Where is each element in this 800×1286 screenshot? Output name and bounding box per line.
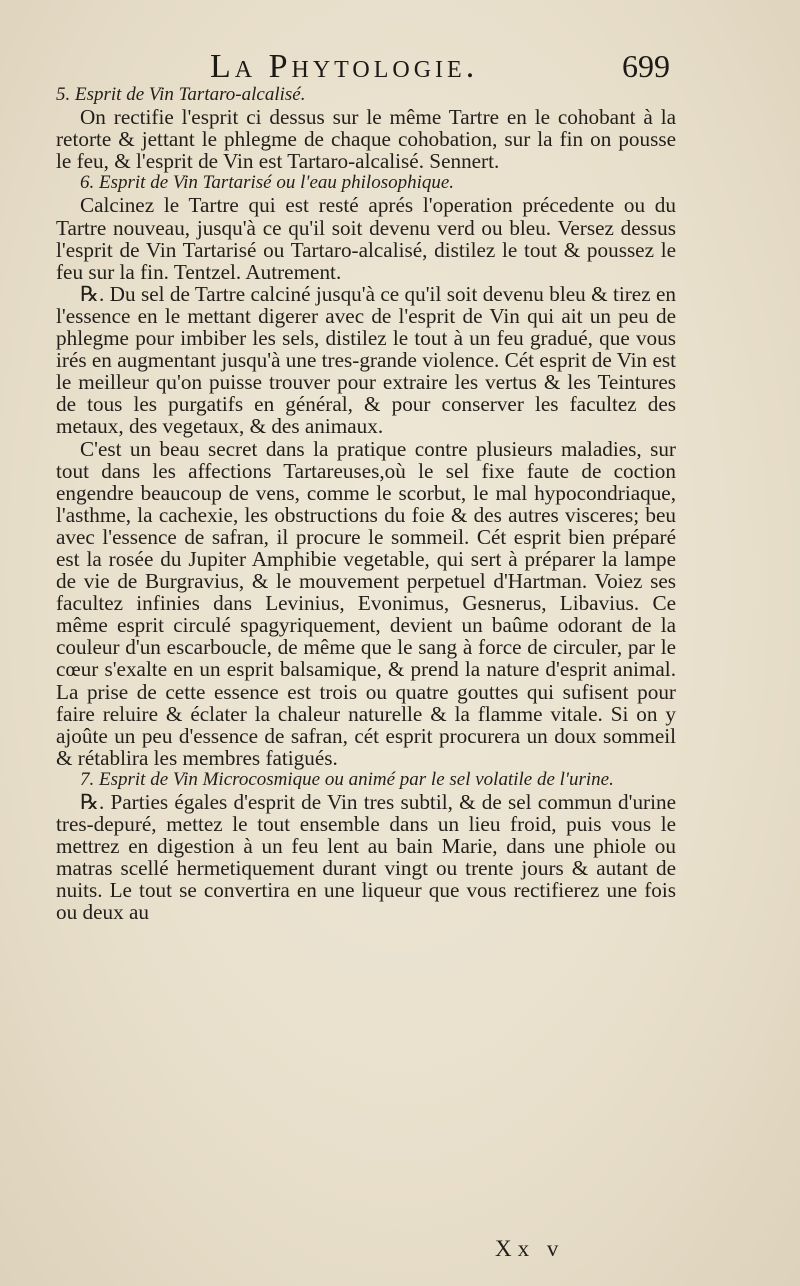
- paragraph: ℞. Du sel de Tartre calciné jusqu'à ce qu'il soit devenu bleu & tirez en l'essence en le mettant digerer avec de l'esprit de Vin qui ait un peu de phlegme pour imbiber les sels, distilez le tout à un feu gradué, que vous irés en augmentant jusqu'à une tres-grande violence. Cét esprit de Vin est le meilleur qu'on puisse trouver pour extraire les vertus & les Teintures de tous les purgatifs en général, & pour conserver les facultez des metaux, des vegetaux, & des animaux.: [56, 281, 676, 439]
- page-header: [60, 48, 700, 88]
- page-number: 699: [622, 48, 670, 84]
- signature-mark: Xx v: [495, 1236, 565, 1261]
- paragraph: Calcinez le Tartre qui est resté aprés l'operation précedente ou du Tartre nouveau, jusqu'à ce qu'il soit devenu verd ou bleu. Versez dessus l'esprit de Vin Tartarisé ou Tartaro-alcalisé, distilez le tout & poussez le feu sur la fin. Tentzel. Autrement.: [56, 193, 676, 284]
- section-heading: 6. Esprit de Vin Tartarisé ou l'eau philosophique.: [80, 172, 455, 194]
- paragraph: ℞. Parties égales d'esprit de Vin tres subtil, & de sel commun d'urine tres-depuré, mettez le tout ensemble dans un lieu froid, puis vous le mettrez en digestion à un feu lent au bain Marie, dans une phiole ou matras scellé hermetiquement durant vingt ou trente jours & autant de nuits. Le tout se convertira en une liqueur que vous rectifierez une fois ou deux au: [56, 790, 676, 925]
- main-text: [56, 84, 676, 924]
- paragraph: On rectifie l'esprit ci dessus sur le même Tartre en le cohobant à la retorte & jettant le phlegme de chaque cohobation, sur la fin on pousse le feu, & l'esprit de Vin est Tartaro-alcalisé. Sennert.: [56, 105, 676, 174]
- running-title: La Phytologie.: [210, 48, 479, 85]
- paragraph: C'est un beau secret dans la pratique contre plusieurs maladies, sur tout dans les affections Tartareuses,où le sel fixe faute de coction engendre beaucoup de vens, comme le scorbut, le mal hypocondriaque, l'asthme, la cachexie, les obstructions du foie & des autres visceres; beu avec l'essence de safran, il procure le sommeil. Cét esprit bien préparé est la rosée du Jupiter Amphibie vegetable, qui sert à préparer la lampe de vie de Burgravius, & le mouvement perpetuel d'Hartman. Voiez ses facultez infinies dans Levinius, Evonimus, Gesnerus, Libavius. Ce même esprit circulé spagyriquement, devient un baûme odorant de la couleur d'un escarboucle, de même que le sang à force de circuler, par le cœur s'exalte en un esprit balsamique, & prend la nature d'esprit animal. La prise de cette essence est trois ou quatre gouttes qui sufisent pour faire reluire & éclater la chaleur naturelle & la flamme vitale. Si on y ajoûte un peu d'essence de safran, cét esprit procurera un doux sommeil & rétablira les membres fatigués.: [56, 436, 676, 770]
- section-heading: 7. Esprit de Vin Microcosmique ou animé par le sel volatile de l'urine.: [80, 768, 614, 790]
- section-heading: 5. Esprit de Vin Tartaro-alcalisé.: [56, 84, 306, 105]
